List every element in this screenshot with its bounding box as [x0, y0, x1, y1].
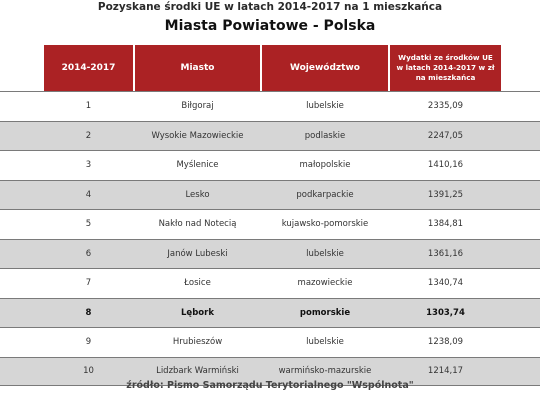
table-row	[0, 268, 540, 298]
page-title: Pozyskane środki UE w latach 2014-2017 na 1 mieszkańca	[97, 1, 443, 13]
voivodeship-cell: podlaskie	[304, 130, 346, 141]
rank-cell: 10	[83, 366, 94, 377]
table-row	[0, 327, 540, 357]
voivodeship-cell: lubelskie	[306, 337, 344, 348]
rank-cell: 2	[85, 130, 92, 141]
rank-cell: 4	[85, 189, 92, 200]
page-subtitle: Miasta Powiatowe - Polska	[164, 18, 376, 34]
voivodeship-cell: kujawsko-pomorskie	[281, 219, 369, 230]
rank-cell: 1	[85, 101, 92, 112]
value-cell: 1361,16	[427, 248, 464, 259]
city-cell: Wysokie Mazowieckie	[151, 130, 244, 141]
voivodeship-cell: podkarpackie	[296, 189, 354, 200]
header-spending: Wydatki ze środków UE w latach 2014-2017 w zł na mieszkańca	[390, 45, 501, 91]
voivodeship-cell: lubelskie	[306, 248, 344, 259]
rank-cell: 9	[85, 337, 92, 348]
voivodeship-cell: mazowieckie	[297, 278, 353, 289]
source-note: źródło: Pismo Samorządu Terytorialnego "Wspólnota"	[126, 380, 414, 391]
value-cell: 2335,09	[427, 101, 464, 112]
value-cell: 1384,81	[427, 219, 464, 230]
table-row	[0, 180, 540, 210]
city-cell: Łosice	[184, 278, 211, 289]
rank-cell: 8	[85, 307, 92, 318]
value-cell: 1391,25	[427, 189, 464, 200]
table-body	[0, 91, 540, 386]
value-cell: 1303,74	[426, 307, 465, 318]
voivodeship-cell: lubelskie	[306, 101, 344, 112]
header-city: Miasto	[135, 45, 260, 91]
rank-cell: 7	[85, 278, 92, 289]
rank-cell: 3	[85, 160, 92, 171]
table-row	[0, 150, 540, 180]
header-period: 2014-2017	[44, 45, 133, 91]
voivodeship-cell: warmińsko-mazurskie	[278, 366, 372, 377]
city-cell: Biłgoraj	[181, 101, 214, 112]
voivodeship-cell: pomorskie	[299, 307, 351, 318]
city-cell: Nakło nad Notecią	[158, 219, 237, 230]
table-row	[0, 121, 540, 151]
city-cell: Lesko	[185, 189, 210, 200]
city-cell: Lębork	[181, 307, 214, 318]
table-row	[0, 91, 540, 121]
voivodeship-cell: małopolskie	[299, 160, 351, 171]
table-row	[0, 239, 540, 269]
city-cell: Hrubieszów	[172, 337, 223, 348]
value-cell: 1238,09	[427, 337, 464, 348]
header-voivodeship: Województwo	[262, 45, 388, 91]
value-cell: 1340,74	[427, 278, 464, 289]
value-cell: 2247,05	[427, 130, 464, 141]
table-row	[0, 298, 540, 328]
value-cell: 1410,16	[427, 160, 464, 171]
value-cell: 1214,17	[427, 366, 464, 377]
table-header	[0, 45, 540, 91]
city-cell: Janów Lubeski	[167, 248, 228, 259]
city-cell: Myślenice	[176, 160, 219, 171]
rank-cell: 6	[85, 248, 92, 259]
table-row	[0, 209, 540, 239]
city-cell: Lidzbark Warmiński	[156, 366, 239, 377]
rank-cell: 5	[85, 219, 92, 230]
